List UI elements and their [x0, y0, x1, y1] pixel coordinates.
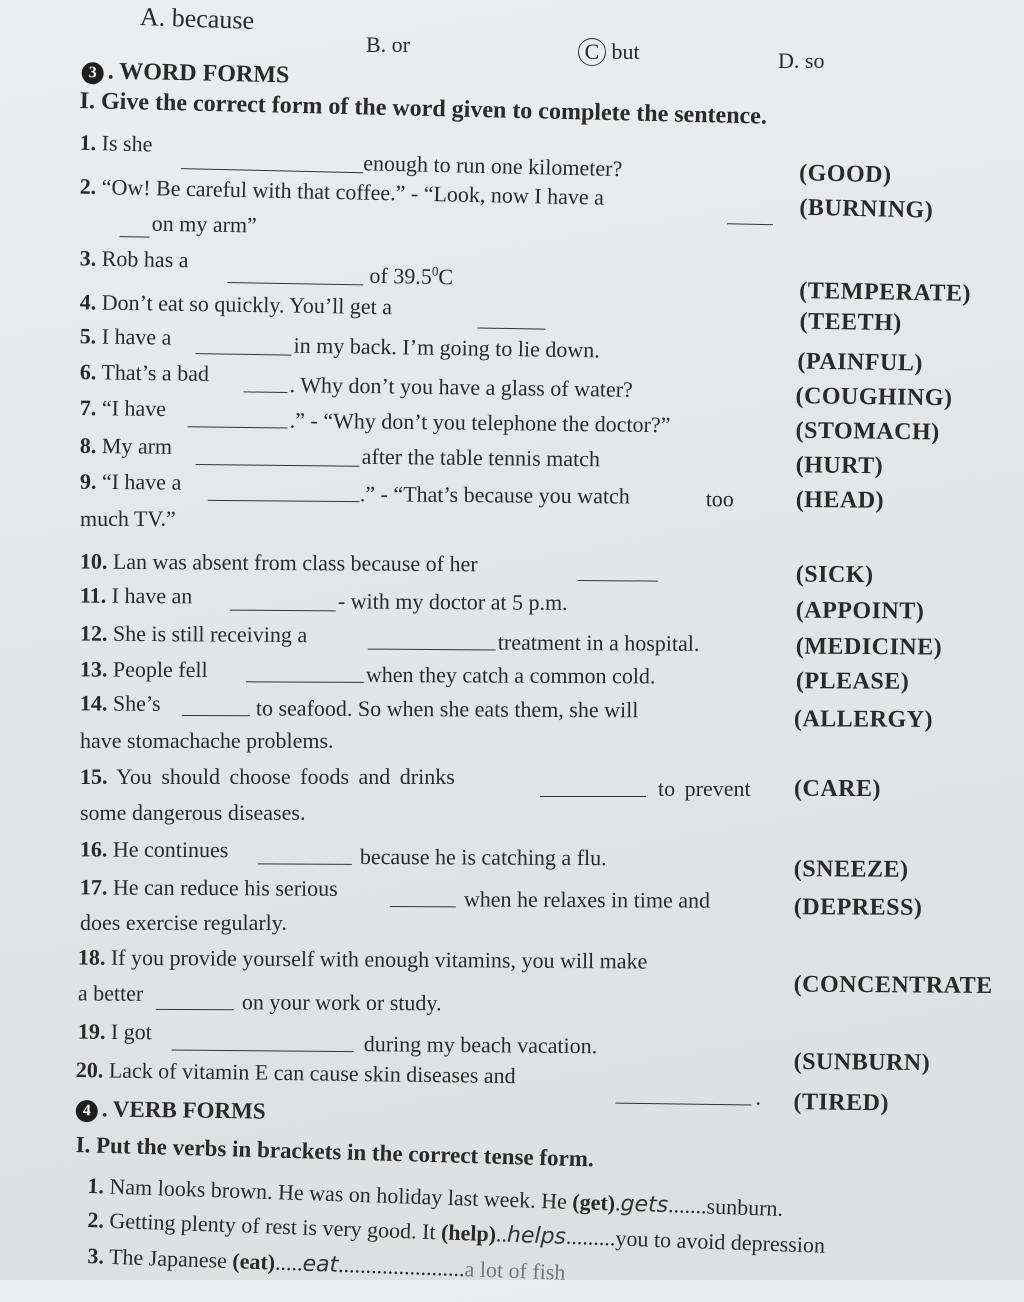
q19-text-2: during my beach vacation. — [363, 1031, 598, 1059]
q20-text-2: . — [755, 1084, 762, 1110]
q6-blank[interactable] — [244, 373, 288, 393]
q3-blank[interactable] — [227, 264, 363, 285]
v3-dots-2: ....................... — [337, 1251, 466, 1282]
q16-text-1: He continues — [112, 836, 229, 863]
q3-text-3: C — [438, 263, 454, 290]
q2-text-1: “Ow! Be careful with that coffee.” - “Look, now I have a — [101, 174, 605, 210]
v1-number: 1. — [87, 1172, 105, 1199]
q14-keyword: (ALLERGY) — [793, 706, 934, 733]
section-4-heading — [76, 1096, 266, 1125]
q17-number: 17. — [79, 874, 108, 900]
q18-keyword: (CONCENTRATE — [793, 971, 993, 999]
q14-number: 14. — [79, 690, 108, 716]
q19-keyword: (SUNBURN) — [793, 1048, 931, 1077]
q8-blank[interactable] — [196, 446, 360, 467]
q7-text-2: .” - “Why don’t you telephone the doctor?” — [289, 407, 671, 438]
q17-text-2: when he relaxes in time and — [463, 886, 711, 913]
v2-answer[interactable]: helps — [506, 1222, 567, 1250]
section-3-badge: 3 — [81, 62, 103, 84]
q1-text-2: enough to run one kilometer? — [363, 150, 623, 182]
q4-keyword: (TEETH) — [799, 308, 902, 337]
q13-number: 13. — [79, 656, 108, 682]
q20-text-1: Lack of vitamin E can cause skin diseases and — [108, 1057, 516, 1089]
q11-number: 11. — [79, 582, 107, 608]
q4-text-1: Don’t eat so quickly. You’ll get a — [101, 289, 393, 320]
q12-blank[interactable] — [368, 631, 496, 651]
question-16 — [0, 836, 1024, 883]
q18-text-3: on your work or study. — [241, 989, 442, 1016]
q6-text-2: . Why don’t you have a glass of water? — [289, 372, 633, 402]
v3-verb: (eat) — [231, 1248, 276, 1275]
q16-keyword: (SNEEZE) — [793, 856, 909, 883]
q5-keyword: (PAINFUL) — [797, 348, 924, 377]
q15-text-1: You should choose foods and drinks — [116, 764, 455, 789]
q15-blank[interactable] — [540, 778, 646, 797]
q10-keyword: (SICK) — [795, 561, 874, 589]
q3-keyword: (TEMPERATE) — [799, 277, 972, 307]
v3-answer[interactable]: eat — [302, 1251, 339, 1278]
q15-keyword: (CARE) — [794, 776, 881, 802]
verb-question-1 — [0, 1170, 1023, 1221]
question-10 — [0, 548, 1024, 589]
q1-keyword: (GOOD) — [798, 160, 892, 189]
v3-dots-1: ..... — [274, 1249, 304, 1276]
v2-dots-1: .. — [495, 1221, 508, 1247]
q8-number: 8. — [79, 432, 97, 459]
q6-text-1: That’s a bad — [101, 359, 210, 386]
q19-number: 19. — [77, 1018, 106, 1044]
option-b: B. or — [366, 32, 410, 57]
section-3-heading — [81, 58, 289, 89]
q15-number: 15. — [80, 764, 108, 789]
option-a: A. because — [139, 2, 255, 35]
section-3-title: . WORD FORMS — [107, 58, 290, 89]
q9-keyword: (HEAD) — [795, 486, 885, 514]
v2-dots-2: ......... — [565, 1223, 616, 1251]
v1-text-2: sunburn. — [706, 1193, 784, 1221]
q3-text-1: Rob has a — [101, 245, 189, 273]
q11-blank[interactable] — [230, 592, 336, 612]
v1-text-1: Nam looks brown. He was on holiday last week. He — [109, 1173, 568, 1214]
q3-text-2: of 39.5 — [369, 262, 433, 289]
q3-number: 3. — [79, 245, 97, 271]
q17-text-3: does exercise regularly. — [80, 910, 287, 935]
q1-text-1: Is she — [101, 130, 153, 157]
q4-blank[interactable] — [477, 310, 545, 330]
q5-text-1: I have a — [101, 323, 172, 350]
v3-text-2: a lot of fish — [464, 1256, 566, 1285]
q9-number: 9. — [79, 468, 97, 494]
instruction-verb-forms: I. Put the verbs in brackets in the correct tense form. — [75, 1132, 595, 1172]
q10-blank[interactable] — [578, 562, 658, 582]
q18-number: 18. — [77, 944, 106, 970]
q18-blank[interactable] — [156, 991, 234, 1010]
q14-text-3: have stomachache problems. — [80, 728, 334, 753]
q19-text-1: I got — [110, 1018, 152, 1045]
q10-text-1: Lan was absent from class because of her — [112, 548, 478, 577]
option-c-circle: C — [578, 38, 606, 66]
q6-number: 6. — [79, 359, 97, 385]
q4-number: 4. — [79, 289, 97, 315]
q9-blank[interactable] — [208, 482, 360, 502]
q3-degree: 0 — [431, 263, 439, 279]
q7-keyword: (STOMACH) — [795, 417, 940, 446]
q7-blank[interactable] — [188, 408, 288, 428]
q7-number: 7. — [79, 394, 97, 421]
section-4-badge: 4 — [76, 1100, 98, 1122]
q2-text-2: on my arm” — [151, 210, 258, 238]
q16-blank[interactable] — [258, 845, 352, 864]
q13-keyword: (PLEASE) — [795, 668, 910, 695]
q18-text-1: If you provide yourself with enough vitamins, you will make — [110, 944, 648, 974]
q12-text-1: She is still receiving a — [112, 620, 308, 648]
q5-blank[interactable] — [196, 335, 292, 356]
q7-text-1: “I have — [101, 395, 167, 422]
q9-text-4: much TV.” — [80, 506, 176, 531]
q17-text-1: He can reduce his serious — [112, 874, 338, 901]
q13-text-1: People fell — [112, 656, 208, 683]
q2-number: 2. — [79, 173, 97, 200]
q12-keyword: (MEDICINE) — [795, 633, 943, 661]
q8-text-2: after the table tennis match — [361, 443, 601, 472]
q1-blank[interactable] — [181, 150, 363, 173]
q20-blank[interactable] — [615, 1085, 751, 1106]
v3-text-1: The Japanese — [108, 1243, 228, 1273]
v1-verb: (get) — [571, 1189, 616, 1216]
q16-text-2: because he is catching a flu. — [359, 843, 607, 871]
v2-number: 2. — [87, 1207, 105, 1233]
q20-keyword: (TIRED) — [793, 1089, 890, 1117]
q11-text-2: - with my doctor at 5 p.m. — [337, 588, 568, 615]
v1-dots-2: ....... — [667, 1192, 708, 1219]
q17-blank[interactable] — [390, 888, 456, 907]
q18-text-2: a better — [77, 980, 144, 1006]
q2-blank-a[interactable] — [727, 205, 773, 225]
q9-text-1: “I have a — [101, 468, 182, 495]
q16-number: 16. — [79, 836, 108, 862]
v2-text-1: Getting plenty of rest is very good. It — [109, 1207, 437, 1245]
option-c — [578, 38, 640, 66]
q10-number: 10. — [79, 548, 108, 574]
q6-keyword: (COUGHING) — [795, 383, 953, 412]
v2-verb: (help) — [440, 1219, 497, 1247]
v1-dots-1: . — [614, 1190, 622, 1216]
q11-keyword: (APPOINT) — [795, 597, 925, 625]
q12-text-2: treatment in a hospital. — [497, 629, 700, 656]
q1-number: 1. — [79, 129, 97, 156]
q2-blank-b[interactable] — [120, 218, 150, 238]
q14-text-2: to seafood. So when she eats them, she will — [255, 695, 639, 723]
q15-text-2: to prevent — [658, 776, 751, 801]
v3-number: 3. — [87, 1243, 105, 1269]
q8-keyword: (HURT) — [795, 452, 884, 480]
q14-text-1: She’s — [112, 690, 161, 716]
q13-blank[interactable] — [246, 663, 364, 683]
q5-text-2: in my back. I’m going to lie down. — [293, 332, 600, 363]
q12-number: 12. — [79, 620, 108, 646]
section-4-title: . VERB FORMS — [101, 1096, 266, 1124]
option-c-text: but — [611, 39, 640, 64]
q9-text-2: .” - “That’s because you watch — [359, 481, 630, 509]
q20-number: 20. — [75, 1057, 104, 1083]
instruction-word-forms: I. Give the correct form of the word given to complete the sentence. — [79, 88, 768, 130]
q9-text-3: too — [705, 486, 734, 512]
q5-number: 5. — [79, 323, 97, 349]
option-d: D. so — [778, 48, 825, 73]
question-1 — [0, 128, 1024, 189]
q14-blank[interactable] — [182, 697, 250, 716]
q11-text-1: I have an — [111, 582, 193, 609]
q15-text-3: some dangerous diseases. — [80, 800, 306, 825]
q17-keyword: (DEPRESS) — [793, 894, 923, 921]
q2-keyword: (BURNING) — [799, 194, 934, 224]
q13-text-2: when they catch a common cold. — [365, 661, 656, 689]
v1-answer[interactable]: gets — [620, 1191, 669, 1219]
v2-text-2: you to avoid depression — [615, 1225, 826, 1258]
q19-blank[interactable] — [172, 1032, 354, 1053]
q8-text-1: My arm — [101, 433, 173, 459]
